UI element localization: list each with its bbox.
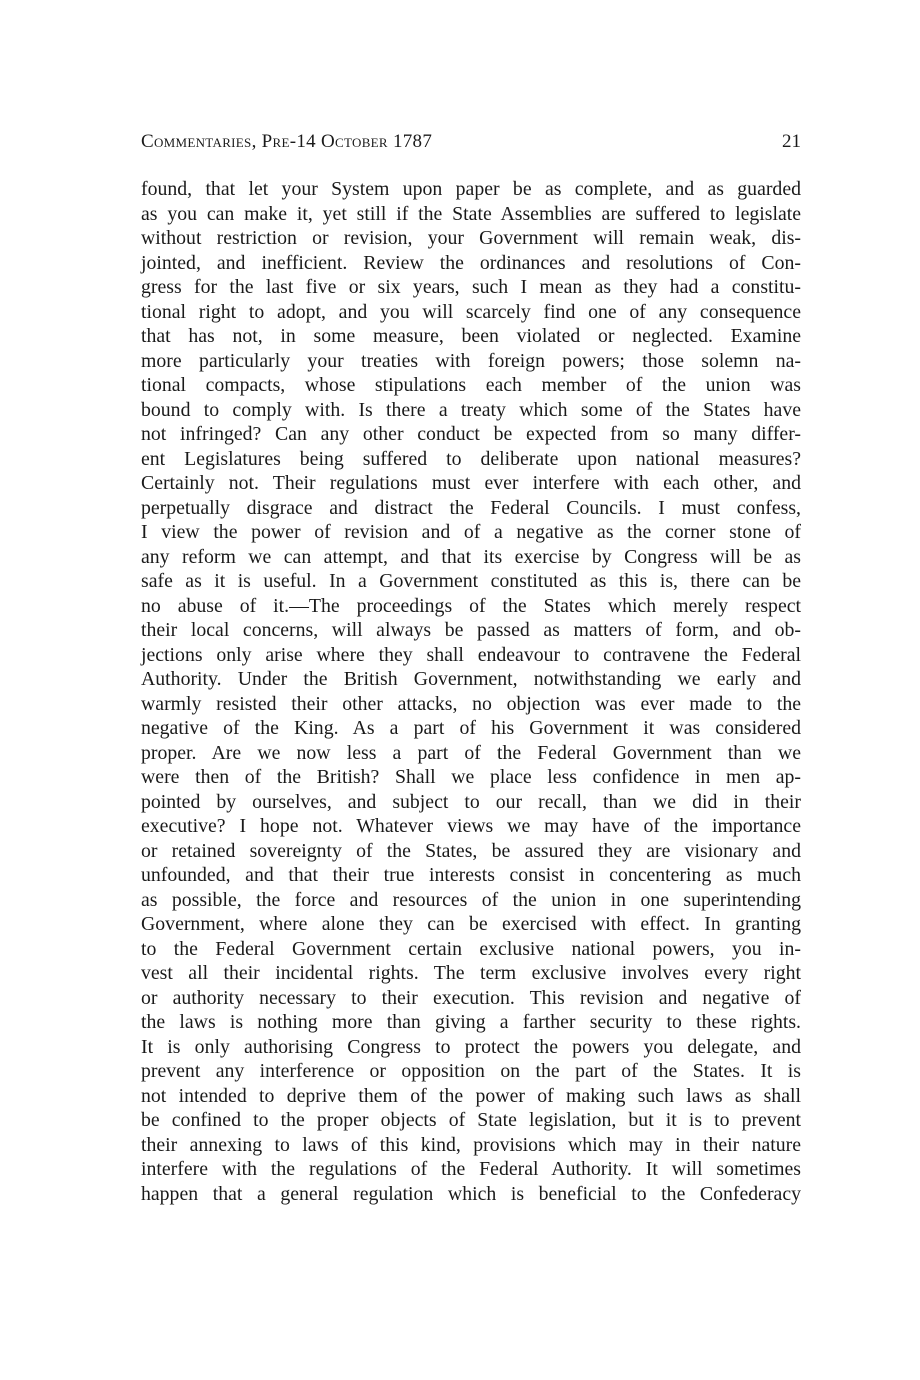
text-line: that has not, in some measure, been violated or neglected. Examine [141, 325, 801, 347]
text-line: tional right to adopt, and you will scarcely find one of any consequence [141, 300, 801, 323]
text-line: perpetually disgrace and distract the Federal Councils. I must confess, [141, 496, 801, 519]
text-line: prevent any interference or opposition on the part of the States. It is [141, 1060, 801, 1082]
text-line: Government, where alone they can be exercised with effect. In granting [141, 913, 801, 935]
body-text [141, 177, 801, 1206]
text-line: or retained sovereignty of the States, be assured they are visionary and [141, 839, 801, 862]
text-line: bound to comply with. Is there a treaty which some of the States have [141, 398, 801, 421]
text-line: safe as it is useful. In a Government constituted as this is, there can be [141, 570, 801, 592]
text-line: ent Legislatures being suffered to deliberate upon national measures? [141, 447, 801, 470]
text-line: It is only authorising Congress to protect the powers you delegate, and [141, 1035, 801, 1058]
text-line: or authority necessary to their execution. This revision and negative of [141, 986, 801, 1009]
text-line: pointed by ourselves, and subject to our recall, than we did in their [141, 790, 801, 813]
text-line: found, that let your System upon paper be as complete, and as guarded [141, 178, 801, 200]
text-line: I view the power of revision and of a negative as the corner stone of [141, 521, 801, 543]
running-title: Commentaries, Pre-14 October 1787 [141, 131, 433, 152]
text-line: Certainly not. Their regulations must ever interfere with each other, and [141, 472, 801, 494]
text-line: vest all their incidental rights. The term exclusive involves every right [141, 962, 801, 984]
text-line: warmly resisted their other attacks, no objection was ever made to the [141, 692, 801, 715]
text-line: more particularly your treaties with foreign powers; those solemn na- [141, 349, 801, 372]
text-line: gress for the last five or six years, such I mean as they had a constitu- [141, 276, 801, 298]
text-line: as you can make it, yet still if the State Assemblies are suffered to legislate [141, 202, 801, 225]
text-line: interfere with the regulations of the Federal Authority. It will sometimes [141, 1158, 801, 1180]
text-line: the laws is nothing more than giving a farther security to these rights. [141, 1011, 801, 1033]
text-line: unfounded, and that their true interests consist in concentering as much [141, 864, 801, 886]
text-line: happen that a general regulation which is beneficial to the Confederacy [141, 1182, 801, 1205]
text-line: proper. Are we now less a part of the Federal Government than we [141, 741, 801, 764]
text-line: Authority. Under the British Government, notwithstanding we early and [141, 668, 801, 690]
text-line: their annexing to laws of this kind, provisions which may in their nature [141, 1133, 801, 1156]
text-line: tional compacts, whose stipulations each member of the union was [141, 374, 801, 396]
text-line: without restriction or revision, your Government will remain weak, dis- [141, 227, 801, 249]
text-line: as possible, the force and resources of the union in one superintending [141, 888, 801, 911]
text-line: not infringed? Can any other conduct be expected from so many differ- [141, 423, 801, 445]
text-line: be confined to the proper objects of State legislation, but it is to prevent [141, 1109, 801, 1131]
text-line: jections only arise where they shall endeavour to contravene the Federal [141, 643, 801, 666]
text-line: their local concerns, will always be passed as matters of form, and ob- [141, 619, 801, 641]
text-line: no abuse of it.—The proceedings of the States which merely respect [141, 594, 801, 617]
running-head [141, 128, 801, 156]
text-line: negative of the King. As a part of his Government it was considered [141, 717, 801, 739]
text-line: any reform we can attempt, and that its exercise by Congress will be as [141, 545, 801, 568]
text-line: to the Federal Government certain exclusive national powers, you in- [141, 937, 801, 960]
text-line: jointed, and inefficient. Review the ordinances and resolutions of Con- [141, 251, 801, 274]
page-number: 21 [782, 131, 801, 152]
text-line: executive? I hope not. Whatever views we may have of the importance [141, 815, 801, 837]
text-line: not intended to deprive them of the power of making such laws as shall [141, 1084, 801, 1107]
text-line: were then of the British? Shall we place less confidence in men ap- [141, 766, 801, 788]
